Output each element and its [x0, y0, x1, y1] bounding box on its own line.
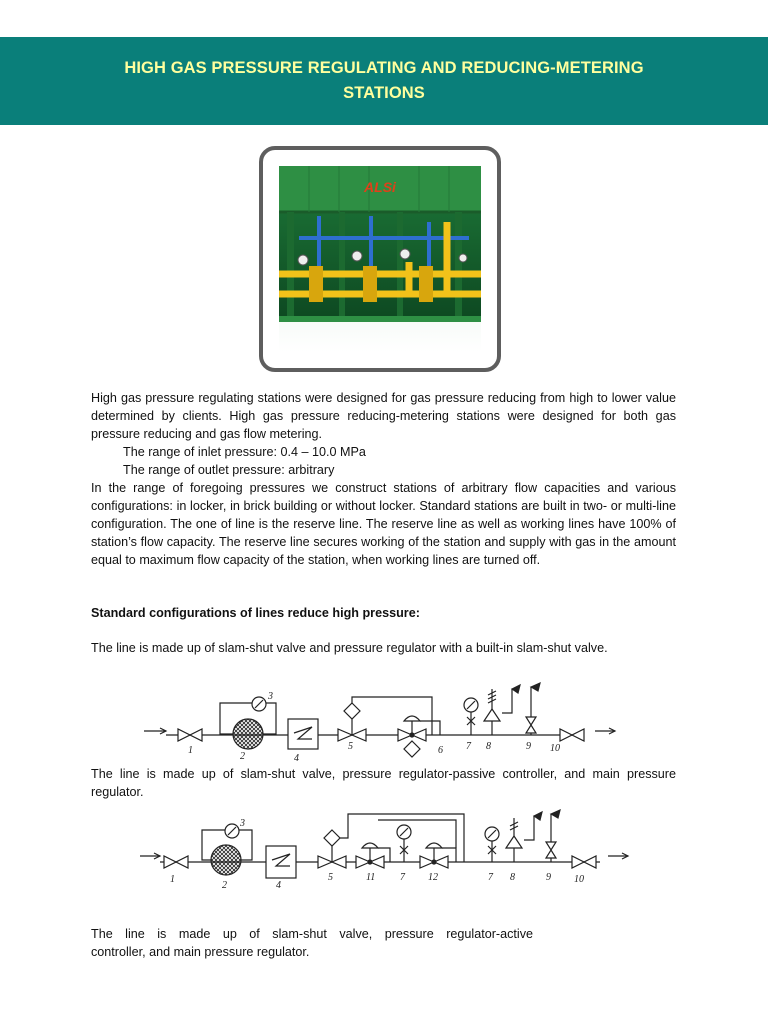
config2-label-3: 3: [240, 818, 245, 829]
config1-label-6: 6: [438, 745, 443, 756]
config1-diagram: [140, 675, 620, 764]
config1-label-10: 10: [550, 743, 560, 754]
config2-label-11: 11: [366, 872, 376, 883]
config2-label-7a: 7: [400, 872, 405, 883]
config2-label-7b: 7: [488, 872, 493, 883]
alsi-logo: ALSi: [364, 179, 396, 195]
configurations-paragraph: In the range of foregoing pressures we construct stations of arbitrary flow capacities and various configurations: in locker, in brick building or without locker. Standard stations are built in two- or multi-line configuration. The one of line is the reserve line. The reserve line as well as working lines have 100% of station’s flow capacity. The reserve line secures working of the station and supply with gas in the amount equal to maximum flow capacity of the station, when working lines are turned off.: [91, 481, 676, 567]
config2-label-8: 8: [510, 872, 515, 883]
config1-label-5: 5: [348, 741, 353, 752]
config1-label-2: 2: [240, 751, 245, 762]
config3-caption-line2: controller, and main pressure regulator.: [91, 945, 310, 959]
config1-caption: The line is made up of slam-shut valve and pressure regulator with a built-in slam-shut valve.: [91, 641, 608, 655]
outlet-pressure-range: The range of outlet pressure: arbitrary: [123, 463, 335, 477]
section-heading: Standard configurations of lines reduce high pressure:: [91, 606, 420, 620]
config2-label-12: 12: [428, 872, 438, 883]
config1-label-8: 8: [486, 741, 491, 752]
config2-label-9: 9: [546, 872, 551, 883]
config2-label-1: 1: [170, 874, 175, 885]
config2-diagram: [140, 808, 630, 890]
station-photo: [279, 166, 481, 352]
config3-caption-line1: [91, 925, 676, 943]
page-title: HIGH GAS PRESSURE REGULATING AND REDUCING-METERING STATIONS: [124, 59, 644, 102]
config1-label-4: 4: [294, 753, 299, 764]
config2-label-2: 2: [222, 880, 227, 891]
config2-label-5: 5: [328, 872, 333, 883]
intro-paragraph: High gas pressure regulating stations were designed for gas pressure reducing from high to lower value determined by clients. High gas pressure reducing-metering stations were designed for both gas pressure reducing and gas flow metering.: [91, 391, 676, 441]
config1-label-3: 3: [268, 691, 273, 702]
inlet-pressure-range: The range of inlet pressure: 0.4 – 10.0 MPa: [123, 445, 366, 459]
station-photo-frame: [259, 146, 501, 372]
config2-label-10: 10: [574, 874, 584, 885]
config1-label-7: 7: [466, 741, 471, 752]
config2-caption: The line is made up of slam-shut valve, pressure regulator-passive controller, and main pressure regulator.: [91, 767, 676, 799]
config2-label-4: 4: [276, 880, 281, 891]
title-banner: [0, 37, 768, 125]
config1-label-9: 9: [526, 741, 531, 752]
config1-label-1: 1: [188, 745, 193, 756]
config3-caption-line1-text: The line is made up of slam-shut valve, pressure regulator-active: [91, 927, 533, 941]
